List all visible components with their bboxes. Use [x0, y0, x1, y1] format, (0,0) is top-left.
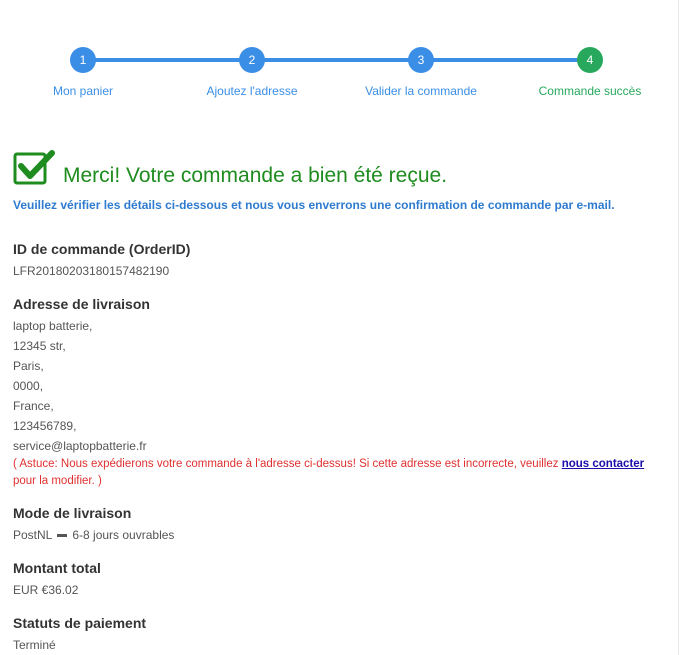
address-tip-prefix: ( Astuce: Nous expédierons votre commande à l'adresse ci-dessus! Si cette adresse est incorrecte, veuillez	[13, 458, 562, 470]
contact-us-link[interactable]: nous contacter	[561, 458, 645, 470]
order-id-label: ID de commande (OrderID)	[13, 241, 191, 257]
shipping-method-value	[13, 525, 653, 545]
address-line: service@laptopbatterie.fr	[13, 439, 147, 453]
checkout-stepper	[0, 0, 680, 110]
step-connector	[252, 58, 421, 62]
payment-status-label: Statuts de paiement	[13, 615, 147, 631]
payment-status-value: Terminé	[13, 638, 56, 652]
address-line: 0000,	[13, 379, 44, 393]
address-line: Paris,	[13, 359, 44, 373]
step-3-circle: 3	[408, 47, 434, 73]
step-2-label: Ajoutez l'adresse	[206, 84, 298, 98]
address-tip-suffix: pour la modifier. )	[13, 475, 102, 487]
order-details	[13, 240, 653, 655]
address-line: France,	[13, 399, 54, 413]
order-id-value: LFR20180203180157482190	[13, 264, 170, 278]
step-2-circle: 2	[239, 47, 265, 73]
success-title: Merci! Votre commande a bien été reçue.	[63, 164, 448, 187]
step-1-circle: 1	[70, 47, 96, 73]
order-id-section	[13, 240, 653, 281]
step-3-label: Valider la commande	[365, 84, 477, 98]
dash-icon	[57, 534, 67, 537]
shipping-address-section	[13, 295, 653, 490]
step-4-label: Commande succès	[538, 84, 642, 98]
shipping-method-section	[13, 504, 653, 545]
step-connector	[83, 58, 252, 62]
total-amount-section	[13, 559, 653, 600]
shipping-method-label: Mode de livraison	[13, 505, 132, 521]
total-amount-label: Montant total	[13, 560, 101, 576]
shipping-delay: 6-8 jours ouvrables	[72, 528, 175, 542]
address-line: laptop batterie,	[13, 319, 93, 333]
step-connector	[421, 58, 590, 62]
payment-status-section	[13, 614, 653, 655]
step-4-circle: 4	[577, 47, 603, 73]
step-1-label: Mon panier	[52, 84, 114, 98]
shipping-carrier: PostNL	[13, 528, 53, 542]
address-tip	[13, 456, 653, 490]
address-line: 123456789,	[13, 419, 77, 433]
total-amount-value: EUR €36.02	[13, 583, 79, 597]
shipping-address-label: Adresse de livraison	[13, 296, 150, 312]
success-subtitle: Veuillez vérifier les détails ci-dessous et nous vous enverrons une confirmation de commande par e-mail.	[13, 198, 615, 212]
checkbox-check-icon	[13, 150, 55, 186]
address-line: 12345 str,	[13, 339, 66, 353]
